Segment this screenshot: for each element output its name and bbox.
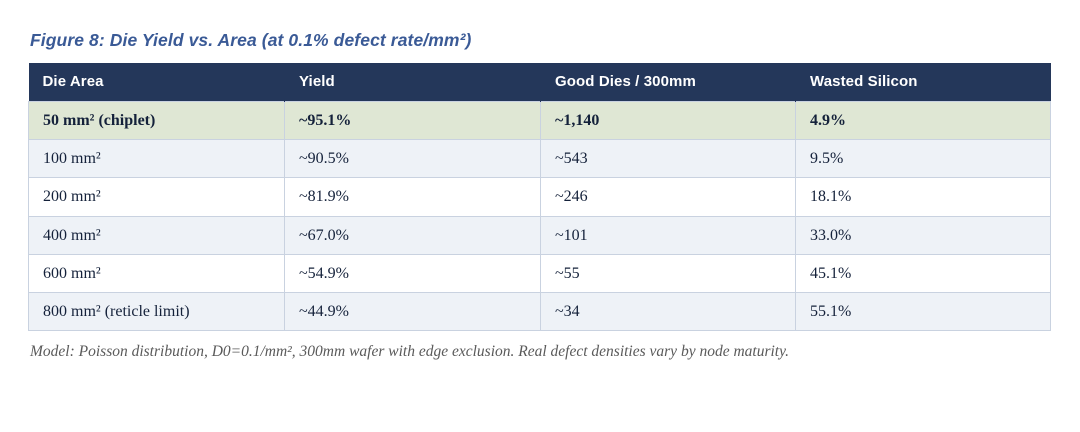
cell-die-area: 50 mm² (chiplet): [29, 102, 285, 140]
cell-wasted-silicon: 9.5%: [796, 140, 1051, 178]
cell-die-area: 600 mm²: [29, 254, 285, 292]
table-row: [29, 254, 1051, 292]
cell-wasted-silicon: 4.9%: [796, 102, 1051, 140]
figure-title: Figure 8: Die Yield vs. Area (at 0.1% defect rate/mm²): [30, 30, 472, 50]
table-header: [29, 63, 1051, 102]
column-header-yield: Yield: [285, 63, 541, 102]
table-body: [29, 102, 1051, 331]
cell-wasted-silicon: 18.1%: [796, 178, 1051, 216]
cell-wasted-silicon: 45.1%: [796, 254, 1051, 292]
table-header-row: [29, 63, 1051, 102]
cell-yield: ~67.0%: [285, 216, 541, 254]
cell-good-dies: ~34: [541, 292, 796, 330]
cell-yield: ~81.9%: [285, 178, 541, 216]
cell-die-area: 100 mm²: [29, 140, 285, 178]
cell-die-area: 800 mm² (reticle limit): [29, 292, 285, 330]
cell-good-dies: ~543: [541, 140, 796, 178]
cell-wasted-silicon: 33.0%: [796, 216, 1051, 254]
table-row: [29, 178, 1051, 216]
column-header-die-area: Die Area: [29, 63, 285, 102]
cell-yield: ~54.9%: [285, 254, 541, 292]
cell-yield: ~90.5%: [285, 140, 541, 178]
cell-good-dies: ~1,140: [541, 102, 796, 140]
cell-good-dies: ~55: [541, 254, 796, 292]
cell-yield: ~44.9%: [285, 292, 541, 330]
table-row: [29, 140, 1051, 178]
cell-die-area: 200 mm²: [29, 178, 285, 216]
cell-good-dies: ~101: [541, 216, 796, 254]
die-yield-table: [28, 63, 1051, 331]
column-header-wasted-silicon: Wasted Silicon: [796, 63, 1051, 102]
cell-die-area: 400 mm²: [29, 216, 285, 254]
table-row: [29, 102, 1051, 140]
table-row: [29, 216, 1051, 254]
cell-good-dies: ~246: [541, 178, 796, 216]
table-footnote: Model: Poisson distribution, D0=0.1/mm², 300mm wafer with edge exclusion. Real defect densities vary by node maturity.: [30, 343, 789, 361]
table-row: [29, 292, 1051, 330]
cell-wasted-silicon: 55.1%: [796, 292, 1051, 330]
column-header-good-dies: Good Dies / 300mm: [541, 63, 796, 102]
cell-yield: ~95.1%: [285, 102, 541, 140]
